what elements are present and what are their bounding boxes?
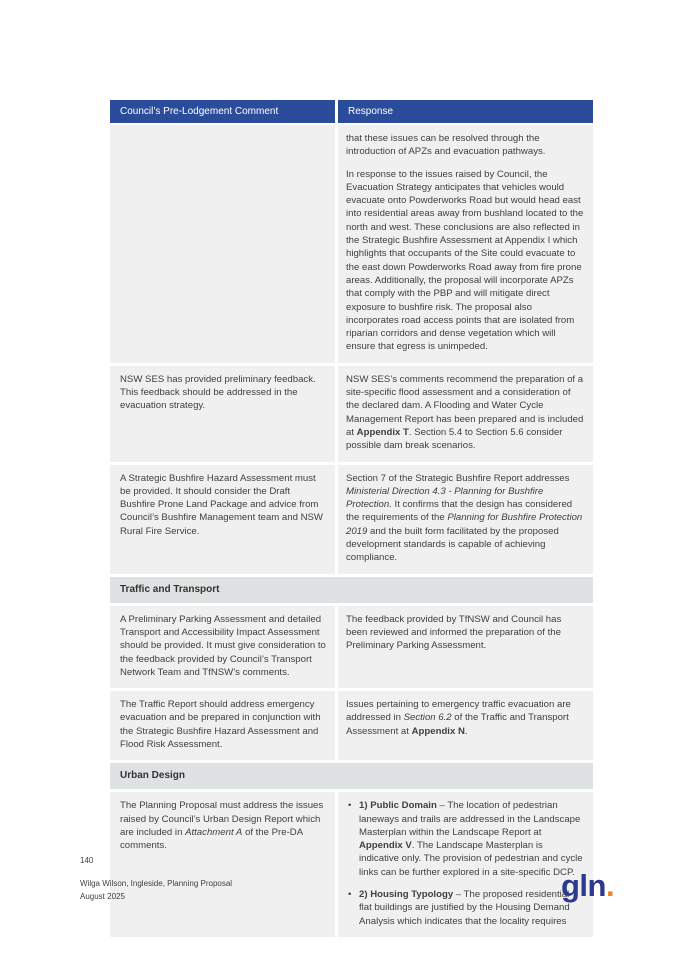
text-run: Attachment A [185, 826, 243, 838]
text-run: NSW SES’s comments recommend the preparation of a site-specific flood assessment and a consideration of the declared dam. A Flooding and Water Cycle Management Report has been prepared and is included at [346, 373, 584, 438]
text-run: 2) Housing Typology [359, 889, 454, 901]
bullet-item [346, 888, 584, 928]
text-run: NSW SES has provided preliminary feedback. This feedback should be addressed in the evacuation strategy. [120, 373, 316, 412]
text-run: . The Landscape Masterplan is indicative only. The provision of pedestrian and cycle links can be further explored in a site-specific DCP. [359, 840, 583, 878]
text-run: – The location of pedestrian laneways and trails are addressed in the Landscape Masterplan within the Landscape Report at [359, 800, 581, 838]
text-run: Ministerial Direction 4.3 - Planning for Bushfire Protection. [346, 485, 544, 511]
bullet-icon: • [348, 889, 352, 901]
table-row [110, 691, 593, 760]
text-run: The Planning Proposal must address the issues raised by Council’s Urban Design Report which are included in [120, 800, 324, 838]
pre-lodgement-table-body [110, 125, 593, 937]
text-run: Appendix V [359, 840, 412, 852]
footer-date: August 2025 [80, 892, 125, 901]
gln-logo-text: gln [561, 868, 606, 903]
paragraph [346, 373, 584, 453]
comment-cell [110, 606, 335, 688]
comment-cell [110, 691, 335, 760]
pre-lodgement-table [110, 100, 593, 940]
text-run: In response to the issues raised by Council, the Evacuation Strategy anticipates that vehicles would evacuate onto Powderworks Road but would head east into residential areas away from bushland located to the north and west. These conclusions are also reflected in the Strategic Bushfire Assessment at Appendix I which highlights that occupants of the Site could evacuate to the east down Powderworks Road away from fire prone areas. Additionally, the proposal will incorporate APZs that comply with the PBP and will mitigate direct exposure to bushfire risk. The proposal also incorporates road access points that are isolated from riparian corridors and dense vegetation which will ensure that egress is unimpeded. [346, 168, 584, 353]
footer-document-title: Wilga Wilson, Ingleside, Planning Proposal [80, 879, 233, 888]
page-number: 140 [80, 856, 94, 865]
table-row [110, 606, 593, 688]
comment-cell [110, 792, 335, 937]
text-run: Appendix N [411, 725, 465, 737]
paragraph [346, 698, 584, 738]
section-header-row: Traffic and Transport [110, 577, 593, 603]
text-run: of the Traffic and Transport Assessment at [346, 712, 569, 737]
text-run: Issues pertaining to emergency traffic evacuation are addressed in [346, 699, 571, 724]
paragraph [346, 613, 584, 653]
gln-logo-dot: . [606, 868, 615, 903]
table-row [110, 366, 593, 462]
comment-cell [110, 465, 335, 574]
text-run: Section 7 of the Strategic Bushfire Report addresses [346, 472, 570, 484]
paragraph [346, 168, 584, 354]
text-run: . Section 5.4 to Section 5.6 consider possible dam break scenarios. [346, 426, 563, 452]
response-cell [338, 792, 593, 937]
paragraph [346, 472, 584, 565]
paragraph [120, 613, 326, 679]
paragraph [120, 698, 326, 751]
text-run: . [464, 725, 468, 737]
text-run: and the built form facilitated by the proposed development standards is capable of achieving compliance. [346, 525, 559, 564]
bullet-icon: • [348, 800, 352, 812]
text-run: Planning for Bushfire Protection 2019 [346, 512, 583, 537]
text-run: The feedback provided by TfNSW and Council has been reviewed and informed the preparation of the Preliminary Parking Assessment. [346, 613, 562, 652]
text-run: 1) Public Domain [359, 800, 437, 812]
text-run: – The proposed residential flat buildings are justified by the Housing Demand Analysis which indicates that the locality requires [359, 889, 570, 927]
comment-cell [110, 125, 335, 363]
text-run: Appendix T [356, 426, 409, 438]
response-cell [338, 691, 593, 760]
gln-logo [561, 868, 614, 904]
table-header-row [110, 100, 593, 123]
table-header-comment: Council’s Pre-Lodgement Comment [110, 100, 335, 123]
response-cell [338, 366, 593, 462]
text-run: A Preliminary Parking Assessment and detailed Transport and Accessibility Impact Assessment should be provided. It must give consideration to the feedback provided by Council’s Transport Network Team and TfNSW’s comments. [120, 613, 326, 678]
comment-cell [110, 366, 335, 462]
paragraph [346, 132, 584, 159]
paragraph [120, 472, 326, 538]
table-row [110, 125, 593, 363]
document-footer [80, 877, 232, 903]
response-cell [338, 465, 593, 574]
text-run: that these issues can be resolved through the introduction of APZs and evacuation pathways. [346, 133, 546, 158]
table-row [110, 465, 593, 574]
response-cell [338, 125, 593, 363]
text-run: of the Pre-DA comments. [120, 826, 303, 852]
paragraph [120, 373, 326, 413]
text-run: A Strategic Bushfire Hazard Assessment must be provided. It should consider the Draft Bushfire Prone Land Package and advice from Council’s Bushfire Management team and NSW Rural Fire Service. [120, 472, 323, 537]
paragraph [120, 799, 326, 852]
text-run: The Traffic Report should address emergency evacuation and be prepared in conjunction with the Strategic Bushfire Hazard Assessment and Flood Risk Assessment. [120, 699, 321, 750]
section-header-row: Urban Design [110, 763, 593, 789]
text-run: It confirms that the design has considered the requirements of the [346, 499, 573, 524]
table-row [110, 792, 593, 937]
bullet-item [346, 799, 584, 879]
text-run: Section 6.2 [403, 712, 452, 724]
response-cell [338, 606, 593, 688]
table-header-response: Response [338, 100, 593, 123]
